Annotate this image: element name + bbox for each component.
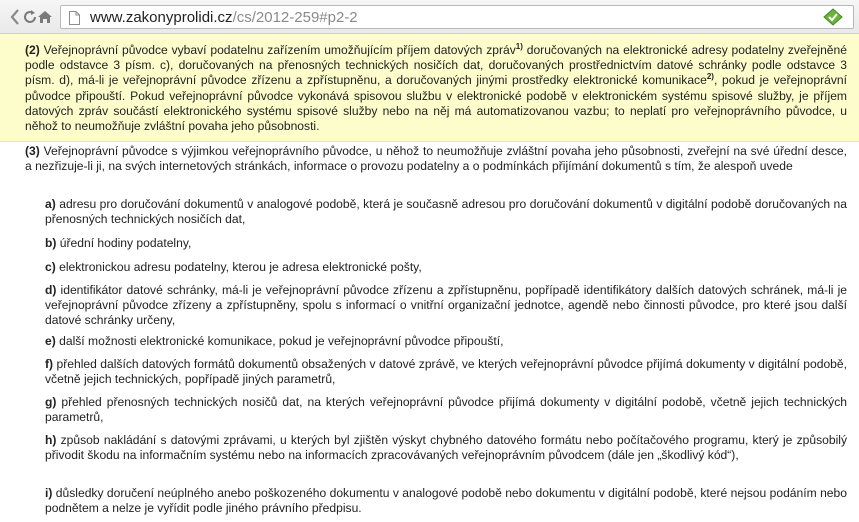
- paragraph-text: Veřejnoprávní původce s výjimkou veřejnoprávního původce, u něhož to neumožňuje zvláštní povaha jeho působnosti, zveřejní na své úřední desce, a nezřizuje-li ji, na svých internetových stránkách, informace o provozu podatelny a o podmínkách přijímání dokumentů s tím, že alespoň uvede: [25, 144, 847, 174]
- item-label: c): [45, 260, 56, 274]
- address-bar[interactable]: [60, 5, 854, 29]
- item-label: f): [45, 357, 54, 371]
- paragraph-3: [25, 144, 847, 174]
- item-label: a): [45, 197, 56, 211]
- item-label: d): [45, 283, 57, 297]
- home-icon[interactable]: [34, 7, 56, 27]
- item-text: elektronickou adresu podatelny, kterou je adresa elektronické pošty,: [55, 260, 422, 274]
- url-host: www.zakonyprolidi.cz: [90, 9, 233, 26]
- item-text: způsob nakládání s datovými zprávami, u kterých byl zjištěn výskyt chybného datového formátu nebo počítačového programu, který je způsobilý přivodit škodu na informačním systému nebo na informacích zpracovávaných veřejnoprávním původcem (dále jen „škodlivý kód“),: [45, 433, 847, 463]
- paragraph-text: Veřejnoprávní původce vybaví podatelnu zařízením umožňujícím příjem datových zpráv: [39, 43, 516, 57]
- item-text: další možnosti elektronické komunikace, pokud je veřejnoprávní původce připouští,: [55, 334, 504, 348]
- list-item: [45, 260, 847, 275]
- url-path: /cs/2012-259#p2-2: [232, 9, 358, 26]
- paragraph-label: (2): [25, 43, 40, 57]
- item-label: b): [45, 236, 57, 250]
- item-text: důsledky doručení neúplného anebo poškozeného dokumentu v analogové podobě nebo dokumentu v digitální podobě, které nejsou podáním nebo podnětem a nelze je vyřídit podle jiného právního předpisu.: [45, 486, 847, 516]
- footnote-link[interactable]: 2): [706, 72, 714, 82]
- list-item: [45, 357, 847, 387]
- extension-icon[interactable]: [823, 8, 843, 31]
- browser-toolbar: [0, 0, 859, 34]
- list-item: [45, 236, 847, 251]
- paragraph-label: (3): [25, 144, 40, 158]
- paragraph-text: doručovaných na elektronické adresy podatelny zveřejněné podle odstavce 3 písm. c), doručovaných na přenosných technických nosičích dat, doručovaných prostřednictvím datové schránky podle odstavce 3 písm. d), má-li je veřejnoprávní původce zřízenu a zpřístupněnu, a doručovaných jinými prostředky elektronické komunikace: [25, 43, 847, 88]
- list-item: [45, 433, 847, 463]
- paragraph-2: [25, 43, 847, 134]
- item-label: h): [45, 433, 57, 447]
- footnote-link[interactable]: 1): [515, 42, 523, 51]
- list-item: [45, 283, 847, 329]
- list-item: [45, 395, 847, 425]
- item-label: e): [45, 334, 56, 348]
- list-item: [45, 197, 847, 227]
- item-label: g): [45, 395, 57, 409]
- paragraph-text: , pokud je veřejnoprávní původce připouští. Pokud veřejnoprávní původce vykonává spisovou službu v elektronické podobě v elektronickém systému spisové služby, je příjem datových zpráv součástí elektronického systému spisové služby nebo na něj má automatizovanou vazbu; to neplatí pro veřejnoprávního původce, u něhož to neumožňuje zvláštní povaha jeho působnosti.: [25, 73, 847, 134]
- document-content: [0, 34, 859, 522]
- list-item: [45, 334, 847, 349]
- item-label: i): [45, 486, 53, 500]
- url-text[interactable]: [90, 9, 358, 27]
- item-text: přehled dalších datových formátů dokumentů obsažených v datové zprávě, ve kterých veřejnoprávní původce přijímá dokumenty v digitální podobě, včetně jejich technických, popřípadě jiných parametrů,: [45, 357, 847, 387]
- item-text: přehled přenosných technických nosičů dat, na kterých veřejnoprávní původce přijímá dokumenty v digitální podobě, včetně jejich technických parametrů,: [45, 395, 847, 425]
- item-text: úřední hodiny podatelny,: [56, 236, 192, 250]
- list-item: [45, 486, 847, 516]
- item-text: identifikátor datové schránky, má-li je veřejnoprávní původce zřízenu a zpřístupněnu, popřípadě identifikátory dalších datových schránek, má-li je veřejnoprávní původce zřízeny a zpřístupněny, spolu s informací o vnitřní organizační jednotce, agendě nebo činnosti původce, pro které jsou další datové schránky určeny,: [45, 283, 847, 328]
- page-icon: [69, 11, 80, 30]
- item-text: adresu pro doručování dokumentů v analogové podobě, která je současně adresou pro doručování dokumentů v digitální podobě doručovaných na přenosných technických nosičích dat,: [45, 197, 847, 227]
